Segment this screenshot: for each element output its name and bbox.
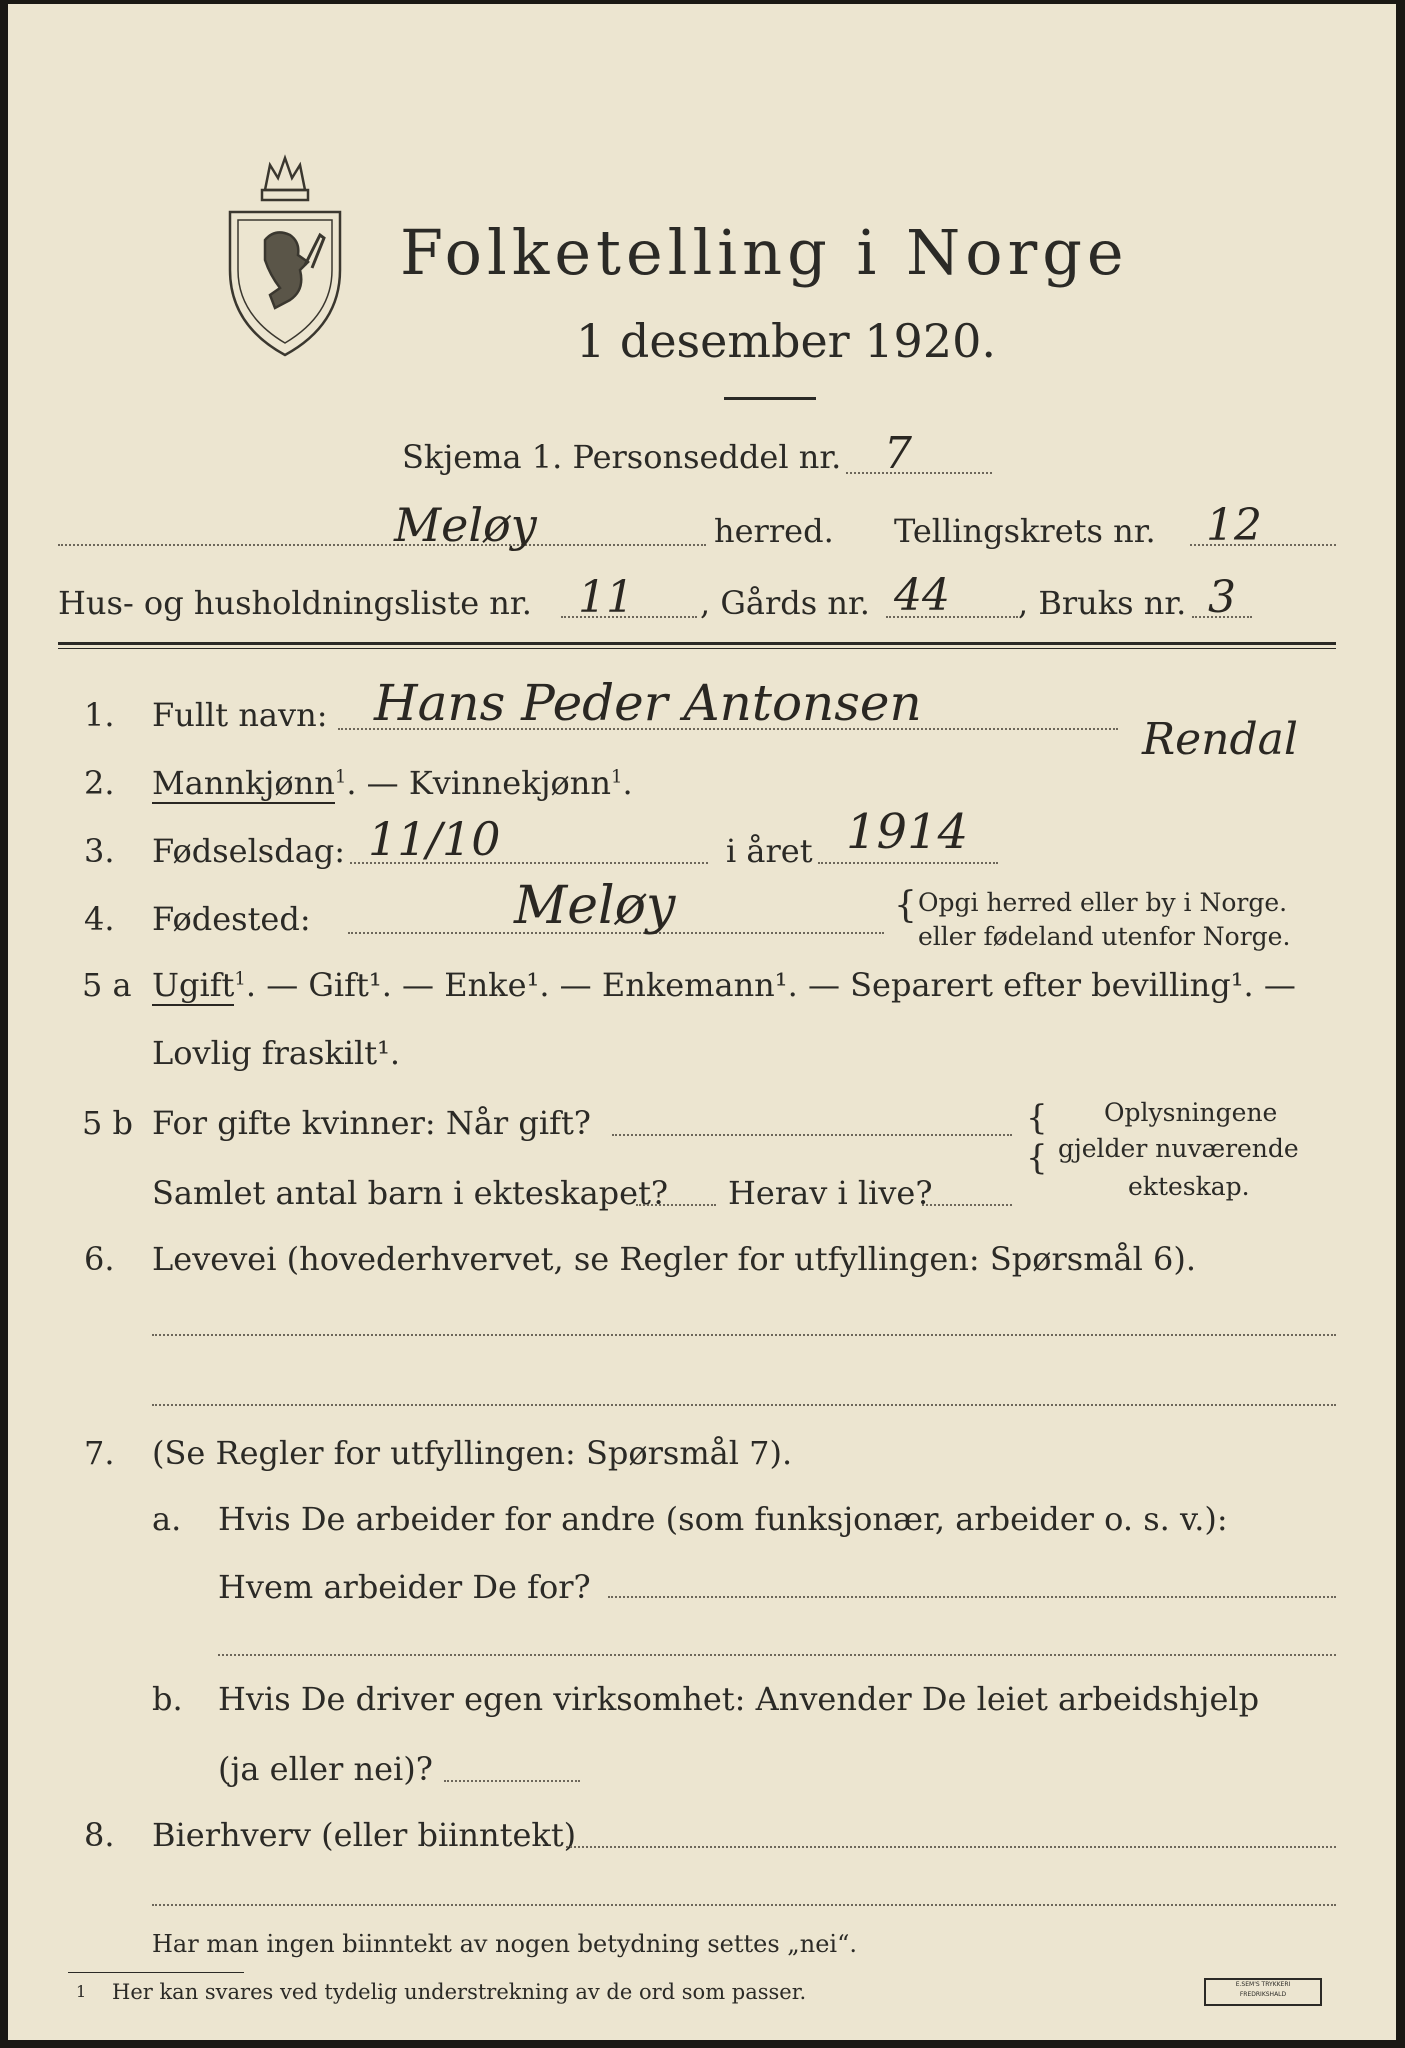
q2-number: 2.	[84, 764, 115, 802]
census-form	[8, 4, 1396, 2040]
q5b-label1: For gifte kvinner: Når gift?	[152, 1104, 591, 1142]
q5b-note-line3: ekteskap.	[1128, 1172, 1250, 1201]
q1-extra-value: Rendal	[1142, 714, 1298, 765]
q4-note-brace: {	[894, 885, 917, 926]
q6-number: 6.	[84, 1240, 115, 1278]
q5b-label3: Herav i live?	[728, 1174, 933, 1212]
q5b-label2: Samlet antal barn i ekteskapet?	[152, 1174, 669, 1212]
q2-mannkjonn: Mannkjønn	[152, 764, 335, 802]
q4-note-line2: eller fødeland utenfor Norge.	[918, 922, 1291, 951]
coat-of-arms-icon	[220, 150, 350, 360]
schema-nr-value: 7	[884, 428, 912, 479]
hus-label: Hus- og husholdningsliste nr.	[58, 584, 532, 622]
q8-label: Bierhverv (eller biinntekt)	[152, 1816, 577, 1854]
q5b-note-brace: { {	[1026, 1098, 1048, 1178]
q4-note-line1: Opgi herred eller by i Norge.	[918, 888, 1288, 917]
q7-number: 7.	[84, 1434, 115, 1472]
q7a-answer-line2	[218, 1654, 1336, 1656]
printer-line1: E.SEM'S TRYKKERI	[1235, 1981, 1291, 1988]
footnote-text: Her kan svares ved tydelig understrekning av de ord som passer.	[112, 1980, 807, 2004]
census-date: 1 desember 1920.	[576, 314, 996, 368]
q7b-letter: b.	[152, 1680, 183, 1718]
q3-year-label: i året	[726, 832, 813, 870]
q7-label: (Se Regler for utfyllingen: Spørsmål 7).	[152, 1434, 793, 1472]
form-title: Folketelling i Norge	[400, 216, 1129, 289]
q5a-ugift: Ugift	[152, 966, 235, 1004]
hus-value: 11	[578, 572, 634, 623]
q2-sup2: 1	[611, 766, 623, 788]
q6-label: Levevei (hovederhvervet, se Regler for utfyllingen: Spørsmål 6).	[152, 1240, 1197, 1278]
q5a-other-options: . — Gift¹. — Enke¹. — Enkemann¹. — Separert efter bevilling¹. —	[245, 966, 1296, 1004]
q5b-number: 5 b	[82, 1104, 134, 1142]
footnote-number: 1	[76, 1982, 87, 2001]
q2-end: .	[622, 764, 633, 802]
q5b-children-line	[636, 1204, 716, 1206]
q3-year-value: 1914	[846, 804, 969, 860]
q3-value: 11/10	[368, 812, 501, 866]
q6-answer-line2	[152, 1404, 1336, 1406]
gards-value: 44	[894, 570, 950, 621]
q2-options	[152, 764, 633, 802]
herred-value: Meløy	[394, 498, 537, 552]
q3-number: 3.	[84, 832, 115, 870]
q1-label: Fullt navn:	[152, 696, 328, 734]
q7a-letter: a.	[152, 1500, 182, 1538]
q8-number: 8.	[84, 1816, 115, 1854]
header-rule-bottom	[58, 648, 1336, 649]
q4-value: Meløy	[514, 876, 676, 936]
printer-mark	[1204, 1978, 1322, 2006]
q7a-label1: Hvis De arbeider for andre (som funksjonær, arbeider o. s. v.):	[218, 1500, 1228, 1538]
header-rule-top	[58, 642, 1336, 645]
herred-line	[58, 544, 706, 546]
bruks-value: 3	[1208, 572, 1236, 623]
q5b-note-line1: Oplysningene	[1104, 1098, 1278, 1127]
q2-kvinnekjonn: . — Kvinnekjønn	[346, 764, 611, 802]
q7a-label2: Hvem arbeider De for?	[218, 1568, 591, 1606]
herred-label: herred.	[714, 512, 834, 550]
q2-sup1: 1	[334, 766, 347, 788]
q4-label: Fødested:	[152, 900, 311, 938]
q7b-answer-line	[444, 1780, 580, 1782]
krets-label: Tellingskrets nr.	[894, 512, 1156, 550]
q5b-note-line2: gjelder nuværende	[1058, 1134, 1299, 1163]
krets-value: 12	[1206, 500, 1262, 551]
printer-line2: FREDRIKSHALD	[1239, 1991, 1287, 1998]
q5a-options	[152, 966, 1296, 1004]
q5a-number: 5 a	[82, 966, 132, 1004]
q5b-alive-line	[922, 1204, 1012, 1206]
q4-number: 4.	[84, 900, 115, 938]
q1-number: 1.	[84, 696, 115, 734]
q7b-label1: Hvis De driver egen virksomhet: Anvender De leiet arbeidshjelp	[218, 1680, 1260, 1718]
q3-label: Fødselsdag:	[152, 832, 346, 870]
q8-answer-line2	[152, 1904, 1336, 1906]
gards-label: , Gårds nr.	[700, 584, 870, 622]
footnote-rule	[68, 1972, 244, 1973]
schema-nr-line	[846, 472, 992, 474]
q5a-sup: 1	[234, 968, 246, 990]
q5a-line2: Lovlig fraskilt¹.	[152, 1034, 401, 1072]
q1-value: Hans Peder Antonsen	[374, 674, 922, 732]
footer-note: Har man ingen biinntekt av nogen betydning settes „nei“.	[152, 1930, 857, 1958]
q7a-answer-line1	[608, 1596, 1336, 1598]
q8-answer-line1	[566, 1846, 1336, 1848]
q5b-married-line	[612, 1134, 1012, 1136]
schema-label: Skjema 1. Personseddel nr.	[402, 438, 842, 476]
bruks-label: , Bruks nr.	[1018, 584, 1187, 622]
q6-answer-line1	[152, 1334, 1336, 1336]
q3-year-line	[818, 862, 998, 864]
q7b-label2: (ja eller nei)?	[218, 1750, 433, 1788]
title-divider	[724, 397, 816, 400]
